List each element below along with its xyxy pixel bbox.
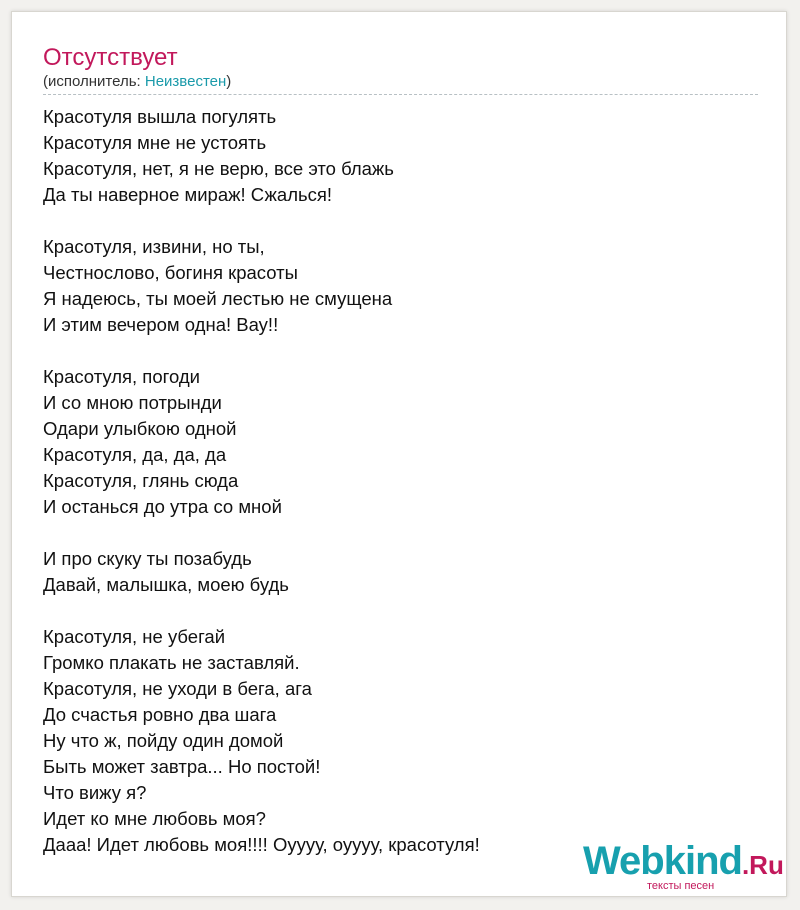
artist-link[interactable]: Неизвестен [144, 73, 227, 90]
logo-tagline: тексты песен [647, 880, 715, 892]
lyric-line: Красотуля мне не устоять [43, 132, 267, 153]
stanza-gap [43, 338, 763, 364]
logo-tld-text: .Ru [741, 850, 784, 880]
lyrics-body [43, 104, 763, 858]
lyric-line: До счастья ровно два шага [43, 704, 277, 725]
lyric-line: Громко плакать не заставляй. [43, 652, 300, 673]
lyrics-card [11, 11, 787, 897]
lyric-line: Быть может завтра... Но постой! [43, 756, 321, 777]
lyric-line: Идет ко мне любовь моя? [43, 808, 266, 829]
lyric-line: Одари улыбкою одной [43, 418, 237, 439]
stanza-gap [43, 208, 763, 234]
lyric-line: Красотуля, нет, я не верю, все это блажь [43, 158, 394, 179]
lyric-line: Дааа! Идет любовь моя!!!! Оуууу, оуууу, красотуля! [43, 834, 480, 855]
stanza-gap [43, 520, 763, 546]
lyric-line: Я надеюсь, ты моей лестью не смущена [43, 288, 393, 309]
artist-prefix: (исполнитель: [43, 73, 145, 90]
lyric-line: Красотуля, не уходи в бега, ага [43, 678, 312, 699]
lyric-line: Красотуля вышла погулять [43, 106, 277, 127]
lyric-line: Что вижу я? [43, 782, 147, 803]
lyric-line: И останься до утра со мной [43, 496, 282, 517]
lyric-line: Красотуля, не убегай [43, 626, 226, 647]
lyric-line: И про скуку ты позабудь [43, 548, 252, 569]
song-title: Отсутствует [43, 44, 178, 71]
webkind-logo[interactable] [583, 840, 783, 890]
lyric-line: Красотуля, погоди [43, 366, 200, 387]
lyric-line: Да ты наверное мираж! Сжалься! [43, 184, 333, 205]
lyric-line: Красотуля, извини, но ты, [43, 236, 265, 257]
lyric-line: Честнословo, богиня красоты [43, 262, 298, 283]
lyric-line: Ну что ж, пойду один домой [43, 730, 284, 751]
artist-suffix: ) [226, 73, 232, 90]
lyric-line: И этим вечером одна! Вау!! [43, 314, 279, 335]
lyric-line: Давай, малышка, моею будь [43, 574, 289, 595]
title-divider [43, 94, 758, 95]
artist-line [43, 72, 231, 92]
lyric-line: Красотуля, да, да, да [43, 444, 227, 465]
lyric-line: И со мною потрынди [43, 392, 222, 413]
logo-main-text: Webkind [583, 839, 742, 883]
stanza-gap [43, 598, 763, 624]
lyric-line: Красотуля, глянь сюда [43, 470, 239, 491]
